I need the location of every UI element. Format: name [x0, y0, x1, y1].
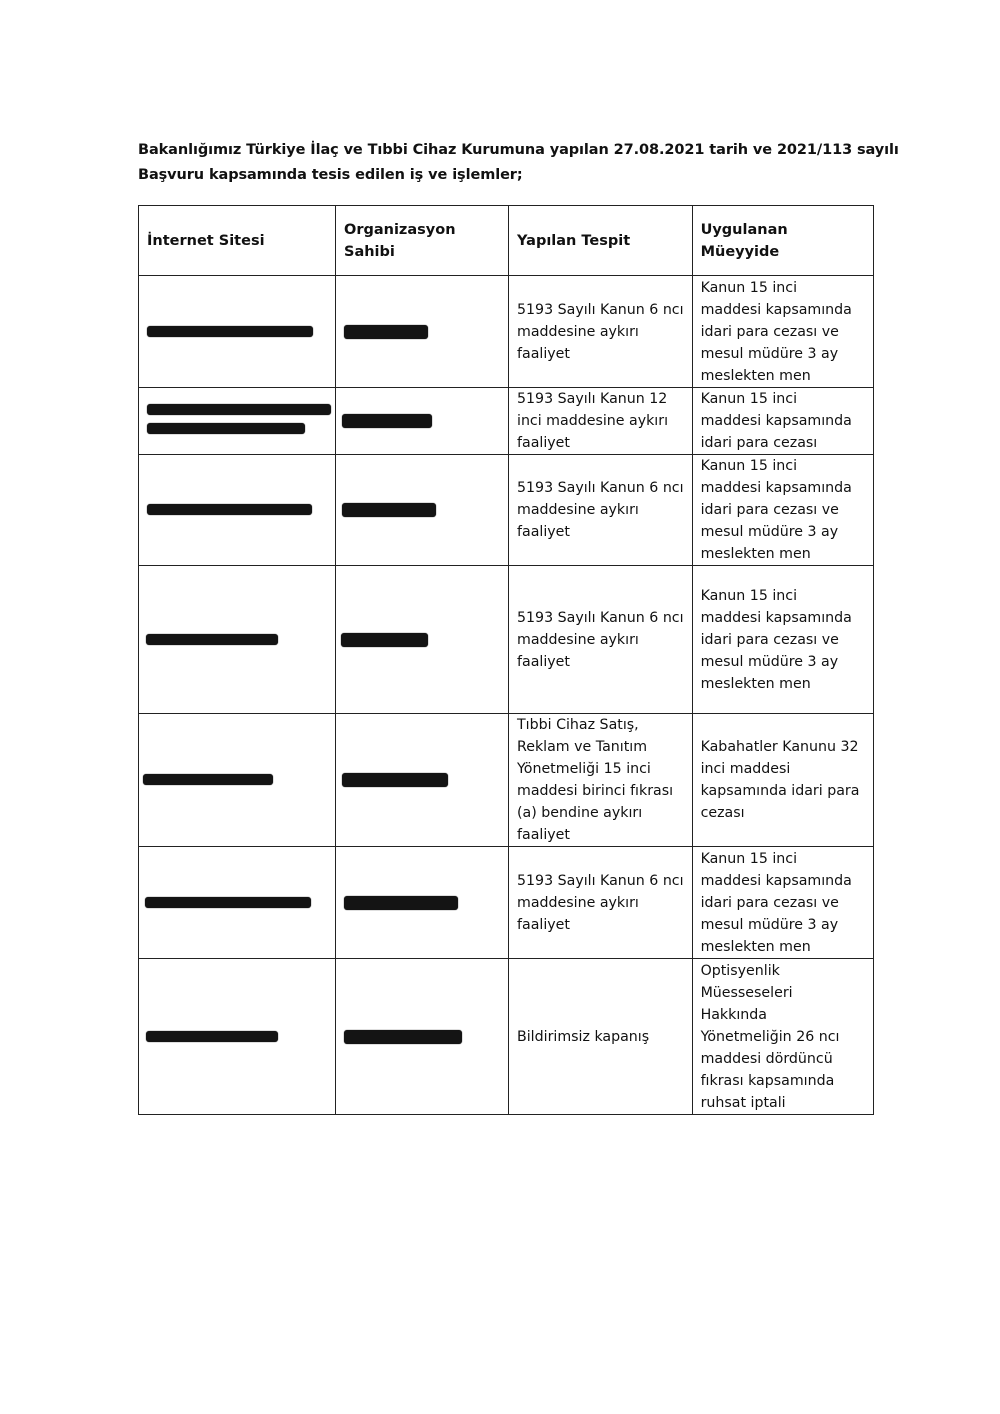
sanction-line: mesul müdüre 3 ay [700, 653, 839, 670]
sanction-line: Kanun 15 inci [700, 279, 798, 296]
redaction-bar [344, 896, 458, 910]
sanction-line: maddesi dördüncü [700, 1050, 833, 1067]
finding-cell [509, 566, 693, 714]
sanction-line: idari para cezası ve [700, 631, 839, 648]
sanction-line: mesul müdüre 3 ay [700, 524, 839, 540]
owner-cell [336, 714, 509, 847]
sanction-line: Kanun 15 inci [700, 391, 798, 407]
finding-line: faaliyet [517, 435, 570, 451]
finding-line: Reklam ve Tanıtım [517, 739, 648, 755]
sanction-cell [692, 276, 873, 388]
finding-cell [509, 276, 693, 388]
finding-line: Bildirimsiz kapanış [517, 1028, 650, 1045]
header-row [139, 206, 874, 276]
finding-line: maddesine aykırı [517, 502, 639, 518]
table-row [139, 847, 874, 959]
sanction-line: idari para cezası ve [700, 323, 839, 340]
sanction-line: kapsamında idari para [700, 783, 860, 799]
sanction-line: maddesi kapsamında [700, 480, 852, 496]
site-cell [139, 714, 336, 847]
sanction-line: Kanun 15 inci [700, 458, 798, 474]
owner-cell [336, 388, 509, 455]
redaction-bar [146, 1031, 278, 1042]
finding-line: maddesine aykırı [517, 631, 639, 648]
finding-line: faaliyet [517, 827, 570, 843]
intro-line-2: Başvuru kapsamında tesis edilen iş ve işlemler; [138, 167, 523, 183]
header-finding: Yapılan Tespit [509, 206, 693, 276]
header-sanction: Uygulanan Müeyyide [692, 206, 873, 276]
finding-line: maddesi birinci fıkrası [517, 783, 674, 799]
intro-line-1: Bakanlığımız Türkiye İlaç ve Tıbbi Cihaz Kurumuna yapılan 27.08.2021 tarih ve 2021/113 sayılı [138, 142, 899, 158]
table-row [139, 566, 874, 714]
sanction-line: ruhsat iptali [700, 1094, 786, 1111]
sanction-line: mesul müdüre 3 ay [700, 345, 839, 362]
sanction-line: fıkrası kapsamında [700, 1072, 835, 1089]
redaction-bar [344, 325, 428, 339]
redaction-bar [147, 404, 331, 415]
sanction-line: Optisyenlik [700, 962, 780, 979]
sanction-line: maddesi kapsamında [700, 301, 852, 318]
redaction-bar [147, 504, 312, 515]
sanction-cell [692, 566, 873, 714]
finding-line: maddesine aykırı [517, 894, 639, 911]
owner-cell [336, 566, 509, 714]
sanction-line: meslekten men [700, 546, 811, 562]
table-row [139, 714, 874, 847]
sanction-line: maddesi kapsamında [700, 413, 852, 429]
redaction-bar [143, 774, 273, 785]
table-row [139, 455, 874, 566]
redaction-bar [342, 773, 448, 787]
sanction-cell [692, 714, 873, 847]
redaction-bar [146, 634, 278, 645]
sanction-cell [692, 455, 873, 566]
records-table [138, 205, 874, 1115]
site-cell [139, 388, 336, 455]
sanction-line: maddesi kapsamında [700, 609, 852, 626]
finding-cell [509, 714, 693, 847]
sanction-line: mesul müdüre 3 ay [700, 916, 839, 933]
sanction-line: Yönetmeliğin 26 ncı [700, 1028, 840, 1045]
sanction-line: idari para cezası ve [700, 502, 839, 518]
table-row [139, 388, 874, 455]
intro-paragraph [138, 138, 899, 188]
redaction-bar [341, 633, 428, 647]
sanction-line: meslekten men [700, 367, 811, 384]
sanction-line: Kanun 15 inci [700, 587, 798, 604]
table-body [139, 276, 874, 1115]
finding-line: Tıbbi Cihaz Satış, [517, 717, 639, 733]
owner-cell [336, 276, 509, 388]
redaction-bar [147, 423, 305, 434]
finding-line: faaliyet [517, 524, 570, 540]
finding-line: inci maddesine aykırı [517, 413, 669, 429]
redaction-bar [342, 503, 436, 517]
site-cell [139, 455, 336, 566]
sanction-line: Kabahatler Kanunu 32 [700, 739, 859, 755]
table-row [139, 959, 874, 1115]
finding-line: 5193 Sayılı Kanun 6 ncı [517, 301, 684, 318]
finding-cell [509, 388, 693, 455]
finding-cell [509, 959, 693, 1115]
site-cell [139, 566, 336, 714]
header-owner: Organizasyon Sahibi [336, 206, 509, 276]
sanction-line: Müesseseleri [700, 984, 793, 1001]
site-cell [139, 959, 336, 1115]
sanction-line: meslekten men [700, 675, 811, 692]
sanction-cell [692, 959, 873, 1115]
sanction-line: Hakkında [700, 1006, 767, 1023]
redaction-bar [344, 1030, 462, 1044]
header-site: İnternet Sitesi [139, 206, 336, 276]
redaction-bar [147, 326, 313, 337]
sanction-cell [692, 847, 873, 959]
redaction-bar [145, 897, 311, 908]
sanction-line: idari para cezası ve [700, 894, 839, 911]
sanction-line: maddesi kapsamında [700, 872, 852, 889]
sanction-line: inci maddesi [700, 761, 791, 777]
owner-cell [336, 959, 509, 1115]
finding-line: faaliyet [517, 916, 570, 933]
site-cell [139, 276, 336, 388]
sanction-line: idari para cezası [700, 435, 818, 451]
finding-line: 5193 Sayılı Kanun 6 ncı [517, 480, 684, 496]
sanction-line: Kanun 15 inci [700, 850, 798, 867]
site-cell [139, 847, 336, 959]
sanction-line: meslekten men [700, 938, 811, 955]
finding-line: (a) bendine aykırı [517, 805, 643, 821]
owner-cell [336, 847, 509, 959]
finding-line: maddesine aykırı [517, 323, 639, 340]
finding-line: faaliyet [517, 345, 570, 362]
finding-line: 5193 Sayılı Kanun 12 [517, 391, 668, 407]
sanction-cell [692, 388, 873, 455]
finding-line: faaliyet [517, 653, 570, 670]
sanction-line: cezası [700, 805, 745, 821]
finding-cell [509, 455, 693, 566]
finding-line: Yönetmeliği 15 inci [517, 761, 651, 777]
finding-line: 5193 Sayılı Kanun 6 ncı [517, 872, 684, 889]
redaction-bar [342, 414, 432, 428]
finding-cell [509, 847, 693, 959]
finding-line: 5193 Sayılı Kanun 6 ncı [517, 609, 684, 626]
table-row [139, 276, 874, 388]
owner-cell [336, 455, 509, 566]
